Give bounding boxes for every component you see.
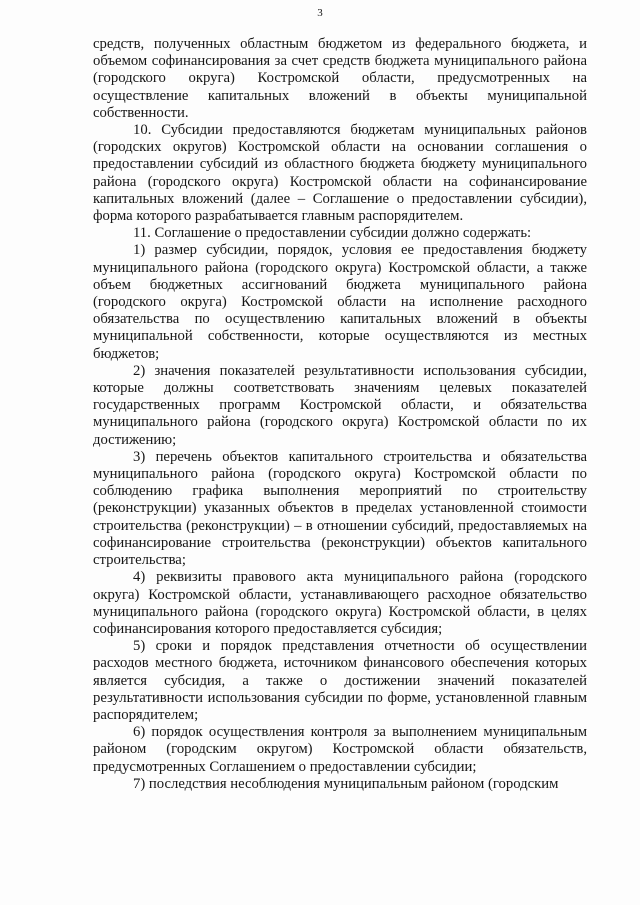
body-text [93,36,587,793]
list-item-2: 2) значения показателей результативности использования субсидии, которые должны соответствовать значениям целевых показателей государственных программ Костромской области, и обязательства муниципального района (городского округа) Костромской области по их достижению; [93,362,587,448]
list-item-1: 1) размер субсидии, порядок, условия ее предоставления бюджету муниципального района (городского округа) Костромской области, а также объем бюджетных ассигнований бюджета муниципального района (городского округа) Костромской области на исполнение расходного обязательства по осуществлению капитальных вложений в объекты муниципальной собственности, которые осуществляются из местных бюджетов; [93,242,587,362]
paragraph-continuation: средств, полученных областным бюджетом из федерального бюджета, и объемом софинансирования за счет средств бюджета муниципального района (городского округа) Костромской области, предусмотренных на осуществление капитальных вложений в объекты муниципальной собственности. [93,36,587,121]
list-item-4: 4) реквизиты правового акта муниципального района (городского округа) Костромской области, устанавливающего расходное обязательство муниципального района (городского округа) Костромской области, в целях софинансирования которого предоставляется субсидия; [93,569,587,637]
list-item-5: 5) сроки и порядок представления отчетности об осуществлении расходов местного бюджета, источником финансового обеспечения которых является субсидия, а также о достижении значений показателей результативности использования субсидии по форме, установленной главным распорядителем; [93,638,587,723]
list-item-7: 7) последствия несоблюдения муниципальным районом (городским [133,775,559,792]
list-item-6: 6) порядок осуществления контроля за выполнением муниципальным районом (городским округом) Костромской области обязательств, предусмотренных Соглашением о предоставлении субсидии; [93,724,587,775]
paragraph-item-10: 10. Субсидии предоставляются бюджетам муниципальных районов (городских округов) Костромской области на основании соглашения о предоставлении субсидий из областного бюджета бюджету муниципального района (городского округа) Костромской области на софинансирование капитальных вложений (далее – Соглашение о предоставлении субсидии), форма которого разрабатывается главным распорядителем. [93,122,587,225]
list-item-3: 3) перечень объектов капитального строительства и обязательства муниципального района (городского округа) Костромской области по соблюдению графика выполнения мероприятий по строительству (реконструкции) указанных объектов в пределах установленной стоимости строительства (реконструкции) – в отношении субсидий, предоставляемых на софинансирование строительства (реконструкции) объектов капитального строительства; [93,448,587,569]
paragraph-item-11: 11. Соглашение о предоставлении субсидии должно содержать: [133,225,532,242]
page-number: 3 [317,7,323,19]
